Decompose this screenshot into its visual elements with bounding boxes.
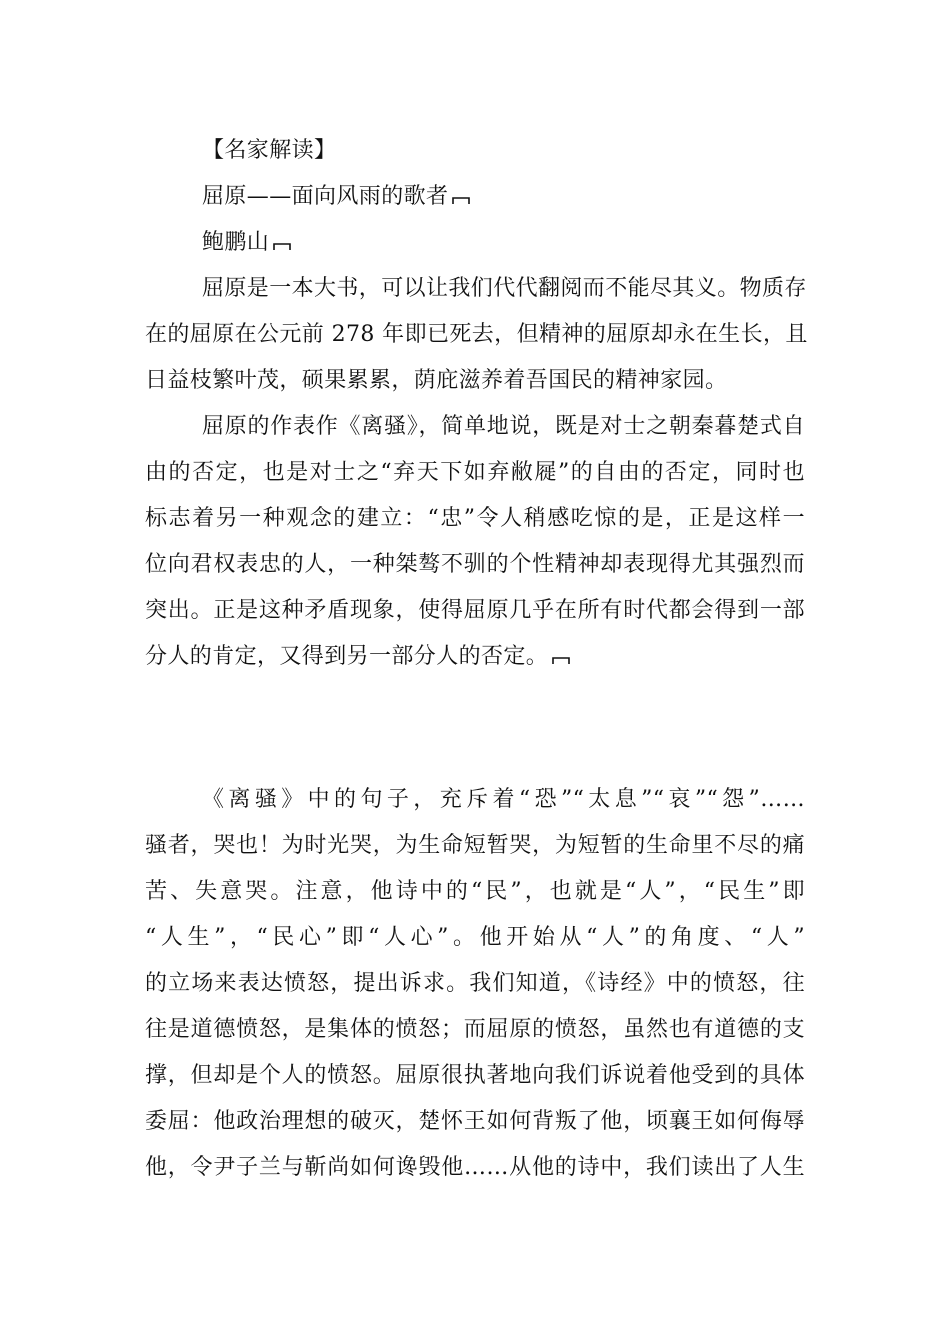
paragraph-line: 的立场来表达愤怒，提出诉求。我们知道，《诗经》中的愤怒，往 (145, 971, 805, 996)
article-author-line (145, 220, 805, 266)
paragraph-line: 骚者，哭也！为时光哭，为生命短暂哭，为短暂的生命里不尽的痛 (145, 833, 805, 858)
article-title: 屈原——面向风雨的歌者 (202, 184, 449, 209)
paragraph-line: 位向君权表忠的人，一种桀骜不驯的个性精神却表现得尤其强烈而 (145, 552, 805, 577)
paragraph-line: 委屈：他政治理想的破灭，楚怀王如何背叛了他，顷襄王如何侮辱 (145, 1109, 805, 1134)
paragraph-line: “人生”，“民心”即“人心”。他开始从“人”的角度、“人” (145, 925, 805, 950)
paragraph-1 (145, 266, 808, 404)
paragraph-line: 他，令尹子兰与靳尚如何谗毁他……从他的诗中，我们读出了人生 (145, 1155, 805, 1180)
paragraph-line: 分人的肯定，又得到另一部分人的否定。 (145, 644, 549, 669)
paragraph-line: 突出。正是这种矛盾现象，使得屈原几乎在所有时代都会得到一部 (145, 598, 805, 623)
paragraph-line: 日益枝繁叶茂，硕果累累，荫庇滋养着吾国民的精神家园。 (145, 368, 728, 393)
article-title-line (145, 174, 805, 220)
paragraph-line: 屈原是一本大书，可以让我们代代翻阅而不能尽其义。物质存 (202, 276, 807, 301)
paragraph-line: 由的否定，也是对士之“弃天下如弃敝屣”的自由的否定，同时也 (145, 460, 805, 485)
article-author: 鲍鹏山 (202, 230, 270, 255)
paragraph-3 (145, 777, 805, 1191)
paragraph-mark-icon (452, 195, 470, 205)
paragraph-mark-icon (273, 241, 291, 251)
paragraph-line: 苦、失意哭。注意，他诗中的“民”，也就是“人”，“民生”即 (145, 879, 805, 904)
paragraph-line: 屈原的作表作《离骚》，简单地说，既是对士之朝秦暮楚式自 (202, 414, 805, 439)
text-block-bottom (145, 777, 805, 1191)
paragraph-line: 撑，但却是个人的愤怒。屈原很执著地向我们诉说着他受到的具体 (145, 1063, 805, 1088)
paragraph-line: 标志着另一种观念的建立：“忠”令人稍感吃惊的是，正是这样一 (145, 506, 805, 531)
text-block-top (145, 128, 808, 680)
paragraph-mark-icon (552, 655, 570, 665)
paragraph-last-line (145, 634, 805, 680)
paragraph-line: 在的屈原在公元前 278 年即已死去，但精神的屈原却永在生长，且 (145, 322, 808, 347)
paragraph-line: 往是道德愤怒，是集体的愤怒；而屈原的愤怒，虽然也有道德的支 (145, 1017, 805, 1042)
paragraph-2 (145, 404, 805, 680)
section-heading: 【名家解读】 (202, 138, 337, 163)
paragraph-line: 《离骚》中的句子，充斥着“恐”“太息”“哀”“怨”…… (202, 787, 805, 812)
